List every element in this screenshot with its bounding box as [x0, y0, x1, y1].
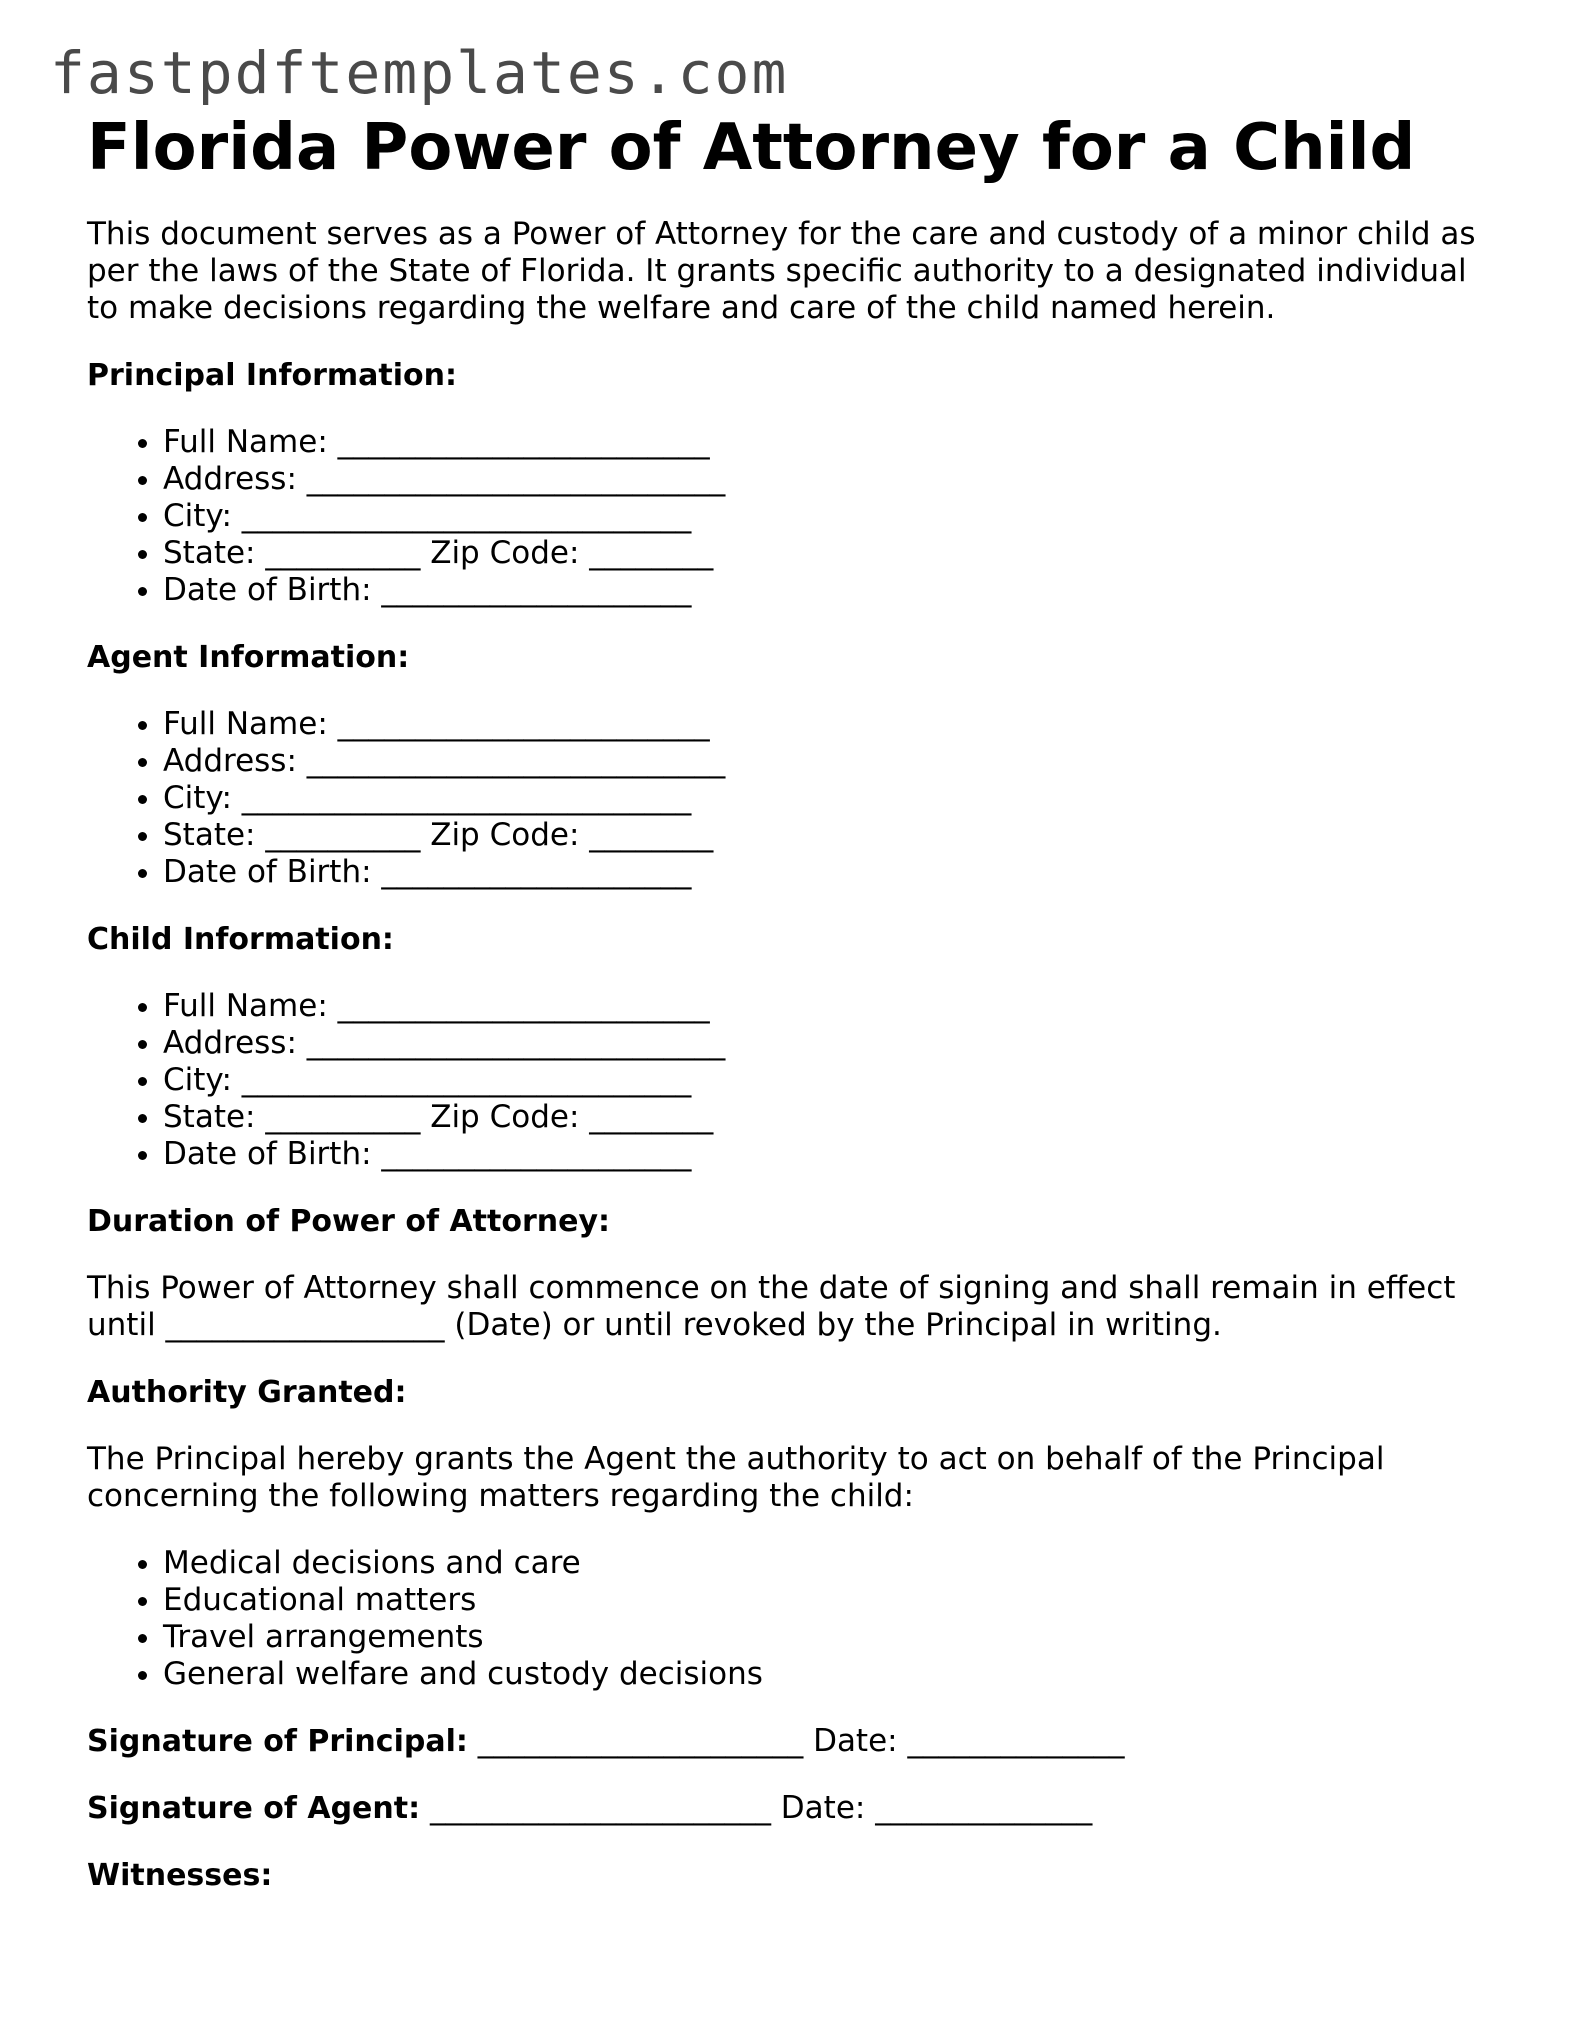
authority-paragraph: The Principal hereby grants the Agent the authority to act on behalf of the Principal concerning the following matters regarding the child:	[87, 1440, 1385, 1514]
authority-item: • General welfare and custody decisions	[163, 1656, 1507, 1693]
agent-info-list	[87, 706, 1507, 891]
agent-city-field[interactable]: • City: _____________________________	[163, 780, 1507, 817]
agent-signature-label: Signature of Agent:	[87, 1790, 421, 1826]
agent-heading: Agent Information:	[87, 639, 410, 675]
agent-dob-field[interactable]: • Date of Birth: ____________________	[163, 854, 1507, 891]
authority-item: • Educational matters	[163, 1582, 1507, 1619]
principal-signature-line[interactable]	[87, 1723, 1507, 1760]
duration-paragraph[interactable]: This Power of Attorney shall commence on the date of signing and shall remain in effect until __________________ (Date) or until revoked by the Principal in writing.	[87, 1269, 1456, 1343]
child-state-zip-field[interactable]: • State: __________ Zip Code: ________	[163, 1099, 1507, 1136]
agent-address-field[interactable]: • Address: ___________________________	[163, 743, 1507, 780]
watermark: fastpdftemplates.com	[50, 39, 789, 107]
document-title: Florida Power of Attorney for a Child	[87, 111, 1416, 185]
principal-address-field[interactable]: • Address: ___________________________	[163, 461, 1507, 498]
child-full-name-field[interactable]: • Full Name: ________________________	[163, 988, 1507, 1025]
principal-info-list	[87, 424, 1507, 609]
principal-dob-field[interactable]: • Date of Birth: ____________________	[163, 572, 1507, 609]
witnesses-heading: Witnesses:	[87, 1857, 273, 1893]
principal-heading: Principal Information:	[87, 357, 458, 393]
intro-paragraph: This document serves as a Power of Attorney for the care and custody of a minor child as per the laws of the State of Florida. It grants specific authority to a designated individual to make decisions regarding the welfare and care of the child named herein.	[87, 215, 1476, 326]
principal-city-field[interactable]: • City: _____________________________	[163, 498, 1507, 535]
child-heading: Child Information:	[87, 921, 394, 957]
principal-signature-blanks[interactable]: _____________________ Date: ______________	[467, 1722, 1125, 1759]
principal-signature-label: Signature of Principal:	[87, 1723, 468, 1759]
authority-item: • Medical decisions and care	[163, 1545, 1507, 1582]
principal-full-name-field[interactable]: • Full Name: ________________________	[163, 424, 1507, 461]
authority-heading: Authority Granted:	[87, 1374, 407, 1410]
child-info-list	[87, 988, 1507, 1173]
duration-heading: Duration of Power of Attorney:	[87, 1203, 611, 1239]
authority-list	[87, 1545, 1507, 1693]
agent-state-zip-field[interactable]: • State: __________ Zip Code: ________	[163, 817, 1507, 854]
principal-state-zip-field[interactable]: • State: __________ Zip Code: ________	[163, 535, 1507, 572]
child-city-field[interactable]: • City: _____________________________	[163, 1062, 1507, 1099]
authority-item: • Travel arrangements	[163, 1619, 1507, 1656]
document-page	[87, 112, 1507, 1894]
child-address-field[interactable]: • Address: ___________________________	[163, 1025, 1507, 1062]
agent-full-name-field[interactable]: • Full Name: ________________________	[163, 706, 1507, 743]
agent-signature-blanks[interactable]: ______________________ Date: ______________	[420, 1789, 1093, 1826]
agent-signature-line[interactable]	[87, 1790, 1507, 1827]
child-dob-field[interactable]: • Date of Birth: ____________________	[163, 1136, 1507, 1173]
